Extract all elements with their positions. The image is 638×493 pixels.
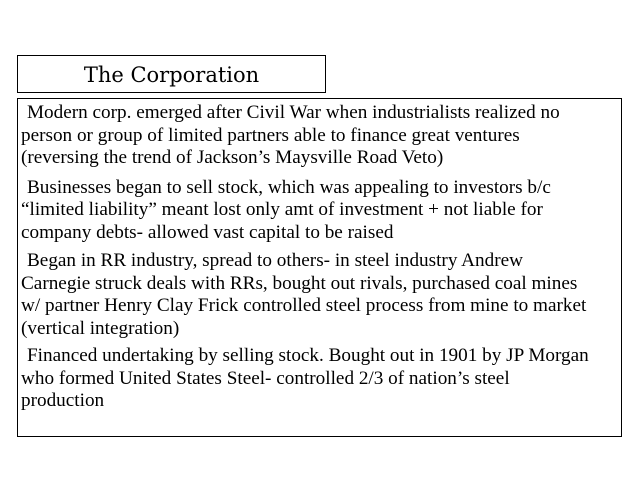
paragraph-modern-corporation	[18, 102, 621, 170]
paragraph-line: production	[21, 390, 105, 411]
paragraph-us-steel	[18, 345, 621, 413]
paragraph-line: person or group of limited partners able to finance great ventures	[21, 124, 520, 146]
slide-title: The Corporation	[83, 63, 260, 87]
paragraph-sell-stock	[18, 177, 621, 245]
paragraph-line: who formed United States Steel- controlled 2/3 of nation’s steel	[21, 367, 510, 389]
paragraph-line: Modern corp. emerged after Civil War when industrialists realized no	[27, 102, 560, 123]
title-box	[17, 55, 326, 93]
paragraph-line: (reversing the trend of Jackson’s Maysville Road Veto)	[21, 147, 444, 168]
paragraph-rr-industry	[18, 250, 621, 340]
paragraph-line: company debts- allowed vast capital to be raised	[21, 221, 394, 243]
paragraph-line: (vertical integration)	[21, 317, 180, 339]
paragraph-line: Businesses began to sell stock, which was appealing to investors b/c	[27, 176, 551, 198]
paragraph-line: w/ partner Henry Clay Frick controlled steel process from mine to market	[21, 295, 587, 316]
paragraph-line: Carnegie struck deals with RRs, bought out rivals, purchased coal mines	[21, 272, 578, 294]
paragraph-line: Financed undertaking by selling stock. Bought out in 1901 by JP Morgan	[27, 345, 589, 366]
paragraph-line: Began in RR industry, spread to others- in steel industry Andrew	[27, 250, 523, 271]
paragraph-line: “limited liability” meant lost only amt of investment + not liable for	[21, 199, 543, 220]
content-box	[17, 98, 622, 437]
